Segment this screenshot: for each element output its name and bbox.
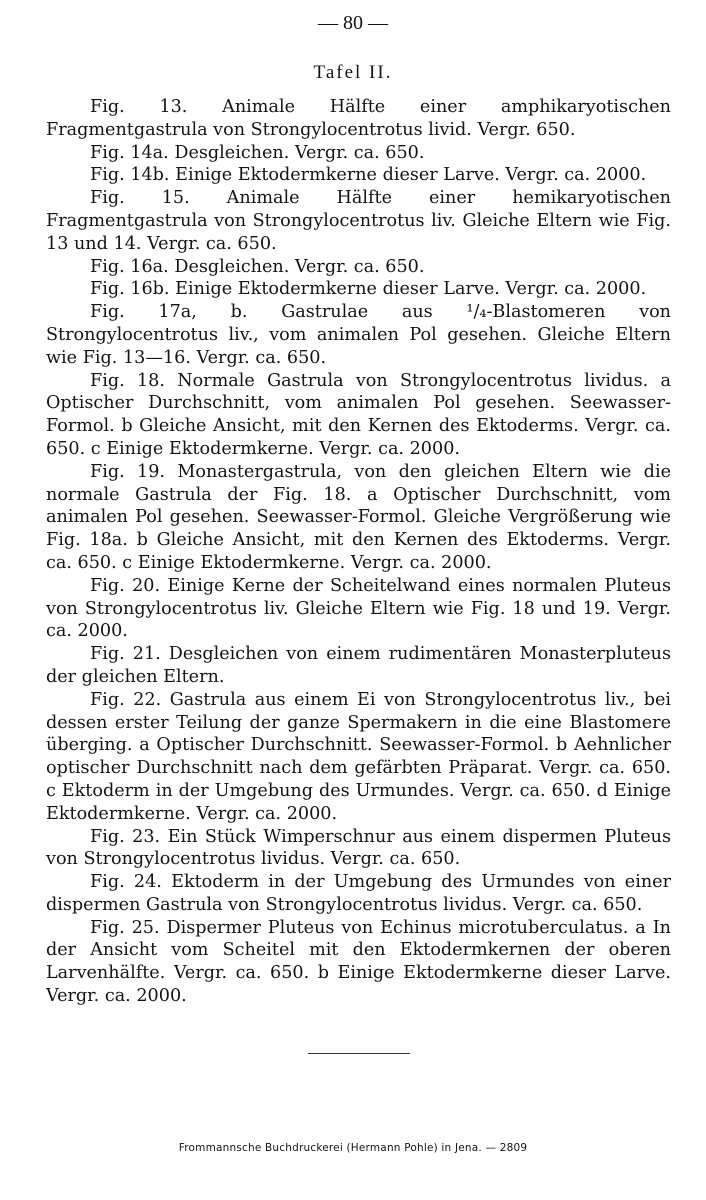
caption-fig-20: Fig. 20. Einige Kerne der Scheitelwand eines normalen Pluteus von Strongylocentrotus liv. Gleiche Eltern wie Fig. 18 und 19. Vergr. ca. 2000. — [46, 575, 671, 642]
caption-fig-24: Fig. 24. Ektoderm in der Umgebung des Urmundes von einer dispermen Gastrula von Strongylocentrotus lividus. Vergr. ca. 650. — [46, 872, 671, 915]
separator-rule — [308, 1053, 410, 1054]
caption-fig-16b: Fig. 16b. Einige Ektodermkerne dieser Larve. Vergr. ca. 2000. — [90, 279, 647, 300]
printer-imprint: Frommannsche Buchdruckerei (Hermann Pohle) in Jena. — 2809 — [178, 1142, 528, 1154]
caption-fig-14b: Fig. 14b. Einige Ektodermkerne dieser Larve. Vergr. ca. 2000. — [90, 165, 647, 186]
caption-fig-22: Fig. 22. Gastrula aus einem Ei von Strongylocentrotus liv., bei dessen erster Teilung der ganze Spermakern in die eine Blastomere überging. a Optischer Durchschnitt. Seewasser-Formol. b Aehnlicher optischer Durchschnitt nach dem gefärbten Präparat. Vergr. ca. 650. c Ektoderm in der Umgebung des Urmundes. Vergr. ca. 650. d Einige Ektodermkerne. Vergr. ca. 2000. — [46, 689, 671, 824]
caption-fig-16a: Fig. 16a. Desgleichen. Vergr. ca. 650. — [90, 256, 425, 277]
caption-fig-13: Fig. 13. Animale Hälfte einer amphikaryotischen Fragmentgastrula von Strongylocentrotus livid. Vergr. 650. — [46, 97, 671, 140]
caption-fig-14a: Fig. 14a. Desgleichen. Vergr. ca. 650. — [90, 142, 425, 163]
caption-fig-25: Fig. 25. Dispermer Pluteus von Echinus microtuberculatus. a In der Ansicht vom Scheitel mit den Ektodermkernen der oberen Larvenhälfte. Vergr. ca. 650. b Einige Ektodermkerne dieser Larve. Vergr. ca. 2000. — [46, 917, 671, 1007]
figure-captions — [46, 96, 671, 1008]
caption-fig-17: Fig. 17a, b. Gastrulae aus ¹/₄-Blastomeren von Strongylocentrotus liv., vom animalen Pol gesehen. Gleiche Eltern wie Fig. 13—16. Vergr. ca. 650. — [46, 302, 671, 368]
caption-fig-19: Fig. 19. Monastergastrula, von den gleichen Eltern wie die normale Gastrula der Fig. 18. a Optischer Durchschnitt, vom animalen Pol gesehen. Seewasser-Formol. Gleiche Vergrößerung wie Fig. 18a. b Gleiche Ansicht, mit den Kernen des Ektoderms. Vergr. ca. 650. c Einige Ektodermkerne. Vergr. ca. 2000. — [46, 461, 671, 573]
caption-fig-23: Fig. 23. Ein Stück Wimperschnur aus einem dispermen Pluteus von Strongylocentrotus lividus. Vergr. ca. 650. — [46, 826, 671, 870]
caption-fig-21: Fig. 21. Desgleichen von einem rudimentären Monasterpluteus der gleichen Eltern. — [46, 644, 671, 687]
caption-fig-15: Fig. 15. Animale Hälfte einer hemikaryotischen Fragmentgastrula von Strongylocentrotus liv. Gleiche Eltern wie Fig. 13 und 14. Vergr. ca. 650. — [46, 188, 671, 254]
plate-title: Tafel II. — [313, 62, 393, 83]
caption-fig-18: Fig. 18. Normale Gastrula von Strongylocentrotus lividus. a Optischer Durchschnitt, vom animalen Pol gesehen. Seewasser-Formol. b Gleiche Ansicht, mit den Kernen des Ektoderms. Vergr. ca. 650. c Einige Ektodermkerne. Vergr. ca. 2000. — [46, 370, 671, 459]
page-number: — 80 — — [318, 12, 388, 34]
